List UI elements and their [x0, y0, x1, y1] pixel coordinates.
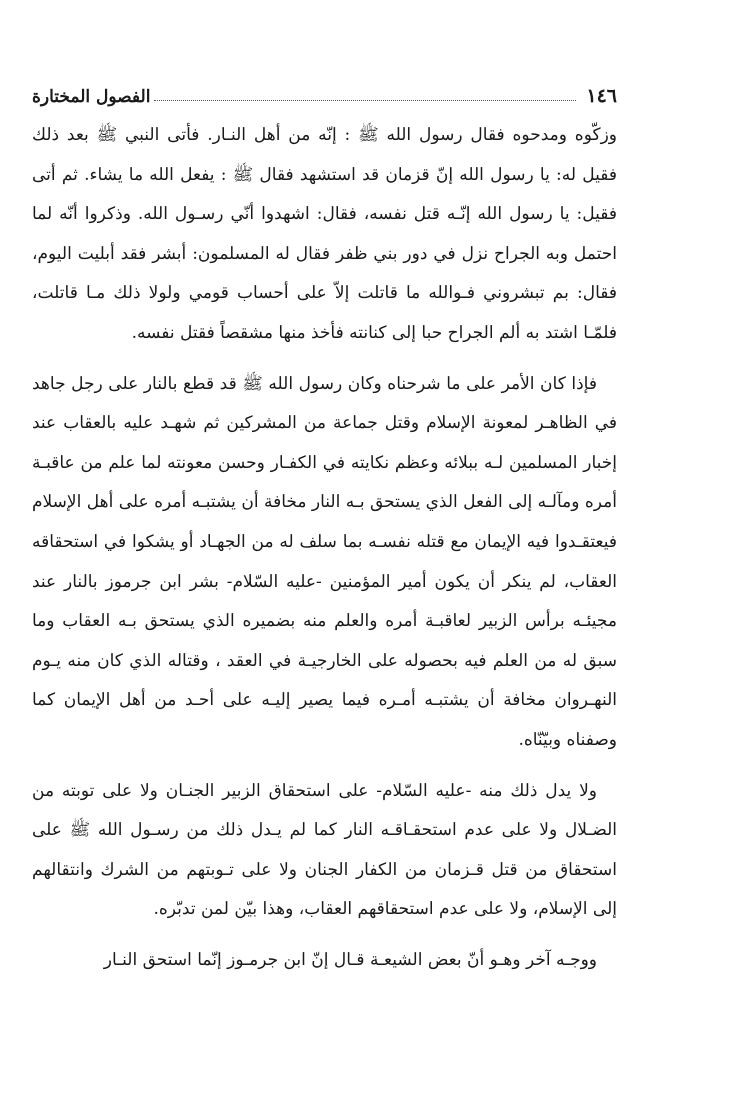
- book-title: الفصول المختارة: [32, 87, 151, 107]
- dotted-leader: [154, 100, 576, 101]
- paragraph-3: ولا يدل ذلك منه -عليه السّلام- على استحقاق الزبير الجنـان ولا على توبته من الضـلال ولا على عدم استحقـاقـه النار كما لم يـدل ذلك من رسـول الله ﷺ على استحقاق من قتل قـزمان من الكفار الجنان ولا على تـوبتهم من الشرك وانتقالهم إلى الإسلام، ولا على عدم استحقاقهم العقاب، وهذا بيّن لمن تدبّره.: [32, 780, 617, 920]
- body-text: [32, 116, 617, 991]
- paragraph-2: فإذا كان الأمر على ما شرحناه وكان رسول الله ﷺ قد قطع بالنار على رجل جاهد في الظاهـر لمعونة الإسلام وقتل جماعة من المشركين ثم شهـد عليه بالعقاب عند إخبار المسلمين لـه ببلائه وعظم نكايته في الكفـار وحسن معونته لما علم من عاقبـة أمره ومآلـه إلى الفعل الذي يستحق بـه النار مخافة أن يشتبـه أمره على أهل الإسلام فيعتقـدوا فيه الإيمان مع قتله نفسـه بما سلف له من الجهـاد أو يشكوا في استحقاقه العقاب، لم ينكر أن يكون أمير المؤمنين -عليه السّلام- بشر ابن جرموز بالنار عند مجيئـه برأس الزبير لعاقبـة أمره والعلم منه بضميره الذي يستحق بـه العقاب وما سبق له من العلم فيه بحصوله على الخارجيـة في العقد ، وقتاله الذي كان منه يـوم النهـروان مخافة أن يشتبـه أمـره فيما يصير إليـه على أحـد من أهل الإيمان كما وصفناه وبيّنّاه.: [32, 373, 617, 750]
- paragraph-4: ووجـه آخر وهـو أنّ بعض الشيعـة قـال إنّ ابن جرمـوز إنّما استحق النـار: [103, 949, 597, 970]
- page-number: ١٤٦: [586, 85, 617, 107]
- paragraph-1: وزكّوه ومدحوه فقال رسول الله ﷺ : إنّه من أهل النـار. فأتى النبي ﷺ بعد ذلك فقيل له: يا رسول الله إنّ قزمان قد استشهد فقال ﷺ : يفعل الله ما يشاء. ثم أتى فقيل: يا رسول الله إنّـه قتل نفسه، فقال: اشهدوا أنّي رسـول الله. وذكروا أنّه لما احتمل وبه الجراح نزل في دور بني ظفر فقال له المسلمون: أبشر فقد أبليت اليوم، فقال: بم تبشروني فـوالله ما قاتلت إلاّ على أحساب قومي ولولا ذلك مـا قاتلت، فلمّـا اشتد به ألم الجراح حبا إلى كنانته فأخذ منها مشقصاً فقتل نفسه.: [32, 125, 618, 343]
- running-header: [32, 72, 617, 106]
